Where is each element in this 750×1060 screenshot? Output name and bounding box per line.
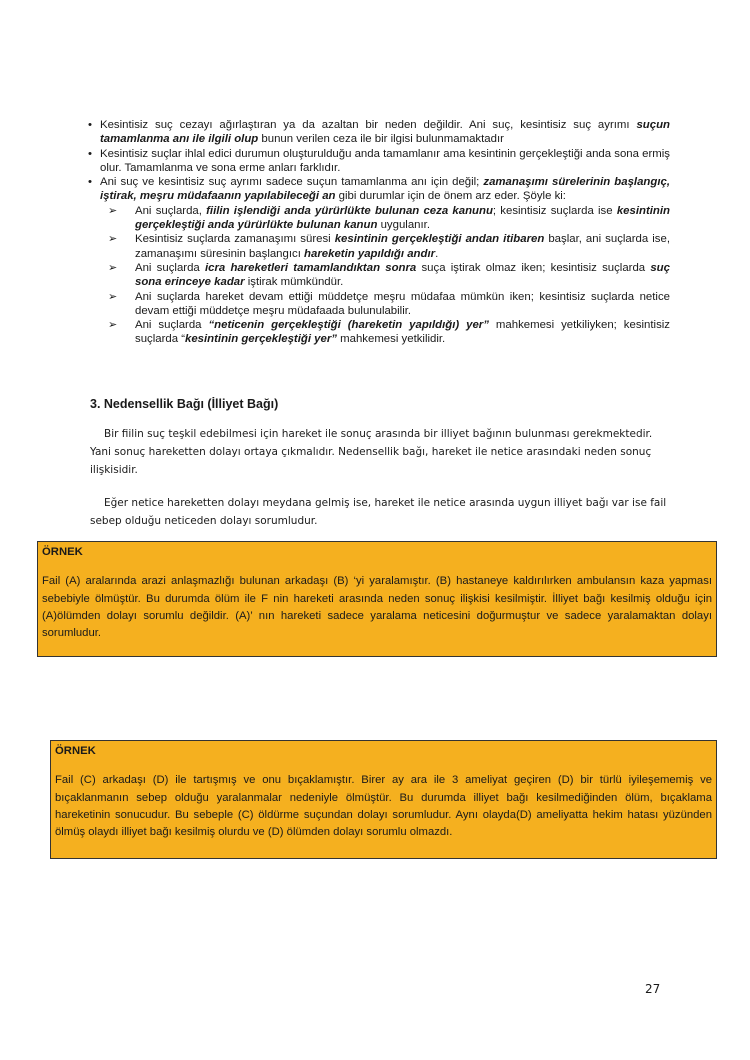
emphasis-text: fiilin işlendiği anda yürürlükte bulunan ceza kanunu xyxy=(206,204,493,217)
paragraph-causality: Bir fiilin suç teşkil edebilmesi için hareket ile sonuç arasında bir illiyet bağının bulunması gerekmektedir. Yani sonuç hareketten dolayı ortaya çıkmalıdır. Nedensellik bağı, hareket ile netice arasındaki neden sonuç ilişkisidir. xyxy=(90,428,653,476)
emphasis-text: kesintinin gerçekleştiği andan itibaren xyxy=(334,233,545,246)
text-run: Ani suçlarda hareket devam ettiği müddetçe meşru müdafaa mümkün iken; kesintisiz suçlarda netice devam ettiği müddetçe meşru müdafaada bulunulabilir. xyxy=(135,290,670,317)
text-run: uygulanır. xyxy=(377,219,430,232)
example-title: ÖRNEK xyxy=(42,546,83,558)
text-run: Ani suçlarda xyxy=(135,319,209,332)
text-run: suça iştirak olmaz iken; kesintisiz suçlarda xyxy=(416,261,651,274)
emphasis-text: hareketin yapıldığı andır xyxy=(304,247,436,260)
text-run: iştirak mümkündür. xyxy=(244,276,344,289)
emphasis-text: icra hareketleri tamamlandıktan sonra xyxy=(204,261,417,274)
bullet-text xyxy=(100,119,670,145)
emphasis-text: kesintinin gerçekleştiği anda yürürlükte bulunan kanun xyxy=(135,204,670,232)
example-body: Fail (C) arkadaşı (D) ile tartışmış ve onu bıçaklamıştır. Birer ay ara ile 3 ameliyat geçiren (D) bir türlü iyileşememiş ve bıçaklanmanın sebep olduğu yaralanmalar nedeniyle ölmüştür. Bu durumda illiyet bağı kesilmediğinden ölüm, bıçaklama hareketinin sonucudur. Bu sebeple (C) öldürme suçundan dolayı sorumludur. Aynı olayda(D) ameliyatta hekim hatası yüzünden ölmüş olaydı illiyet bağı kesilmiş olurdu ve (D) ölümden dolayı sorumlu olmazdı. xyxy=(55,774,712,839)
emphasis-text: zamanaşımı sürelerinin başlangıç, iştirak, meşru müdafaanın yapılabileceği an xyxy=(100,176,670,203)
sub-item xyxy=(88,290,670,319)
bullet-text xyxy=(100,148,670,174)
sub-item-text xyxy=(135,319,670,345)
arrow-bullet-icon: ➢ xyxy=(108,290,118,303)
bullet-item xyxy=(88,175,670,204)
text-run: gibi durumlar için de önem arz eder. Şöyle ki: xyxy=(335,190,566,203)
sub-item-text xyxy=(135,205,670,231)
text-run: bunun verilen ceza ile bir ilgisi bulunmamaktadır xyxy=(258,133,504,146)
emphasis-text: kesintinin gerçekleştiği yer” xyxy=(185,333,337,346)
sub-item-text xyxy=(135,291,670,317)
bullet-item xyxy=(88,147,670,176)
example-body: Fail (A) aralarında arazi anlaşmazlığı bulunan arkadaşı (B) ‘yi yaralamıştır. (B) hastaneye kaldırılırken ambulansın kaza yapması sebebiyle ölmüştür. Bu durumda ölüm ile F nin hareketi arasında neden sonuç ilişkisi kesilmiştir. İlliyet bağı kesilmiş olduğu için (A)ölümden dolayı sorumlu değildir. (A)’ nın hareketi sadece yaralama neticesini doğurmuştur ve sadece yaralamaktan dolayı sorumludur. xyxy=(42,575,712,640)
sub-item-text xyxy=(135,262,670,288)
emphasis-text: suçun tamamlanma anı ile ilgili olup xyxy=(100,119,670,146)
bullet-dot-icon: • xyxy=(88,119,92,131)
example-title: ÖRNEK xyxy=(55,745,96,757)
paragraph-liability: Eğer netice hareketten dolayı meydana gelmiş ise, hareket ile netice arasında uygun illiyet bağı var ise fail sebep olduğu neticeden dolayı sorumludur. xyxy=(90,497,667,527)
bullet-text xyxy=(100,176,670,202)
example-box-1 xyxy=(37,541,717,657)
arrow-bullet-icon: ➢ xyxy=(108,261,118,274)
sub-item xyxy=(88,204,670,233)
text-run: mahkemesi yetkiliyken; kesintisiz suçlarda “ xyxy=(135,319,671,346)
sub-item xyxy=(88,261,670,290)
arrow-bullet-icon: ➢ xyxy=(108,319,118,332)
section-heading: 3. Nedensellik Bağı (İlliyet Bağı) xyxy=(90,397,279,411)
emphasis-text: “neticenin gerçekleştiği (hareketin yapıldığı) yer” xyxy=(208,319,489,332)
text-run: Ani suçlarda xyxy=(135,261,205,274)
sub-item xyxy=(88,232,670,261)
bullet-dot-icon: • xyxy=(88,176,92,189)
bullet-list xyxy=(88,118,670,347)
text-run: Kesintisiz suç cezayı ağırlaştıran ya da azaltan bir neden değildir. Ani suç, kesintisiz suç ayrımı xyxy=(100,119,637,131)
text-run: Ani suç ve kesintisiz suç ayrımı sadece suçun tamamlanma anı için değil; xyxy=(100,176,484,189)
sub-item xyxy=(88,318,670,347)
example-box-2 xyxy=(50,740,717,859)
text-run: başlar, ani suçlarda ise, zamanaşımı süresinin başlangıcı xyxy=(135,233,670,260)
page-number: 27 xyxy=(645,982,661,996)
text-run: . xyxy=(435,247,439,260)
bullet-item xyxy=(88,118,670,147)
text-run: mahkemesi yetkilidir. xyxy=(336,333,446,346)
bullet-dot-icon: • xyxy=(88,147,92,160)
emphasis-text: suç sona erinceye kadar xyxy=(135,261,670,289)
sub-item-text xyxy=(135,233,670,259)
arrow-bullet-icon: ➢ xyxy=(108,233,118,246)
text-run: Ani suçlarda, xyxy=(135,204,207,217)
arrow-bullet-icon: ➢ xyxy=(108,204,118,217)
text-run: ; kesintisiz suçlarda ise xyxy=(492,204,617,217)
text-run: Kesintisiz suçlar ihlal edici durumun oluşturulduğu anda tamamlanır ama kesintinin gerçekleştiği anda sona ermiş olur. Tamamlanma ve sona erme anları farklıdır. xyxy=(100,147,670,174)
text-run: Kesintisiz suçlarda zamanaşımı süresi xyxy=(135,233,335,246)
